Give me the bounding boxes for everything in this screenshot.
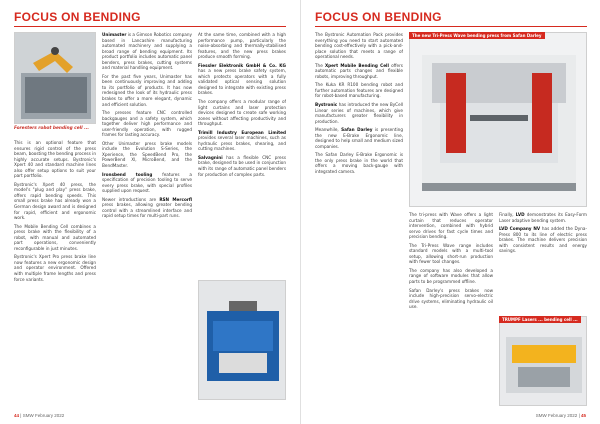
left-column-2: Unimaster is a Gimson Robotics company based in Lancashire manufacturing automated machinery and supplying a broad range of bending equipment. Its product portfolio includes automatic panel benders, press brakes, cutting systems and material handling equipment. For the past five years, Unimaster has been continuously improving and adding to its portfolio of products. It has now redesigned the look of its hydraulic press brakes to offer a more elegant, dynamic and efficient solution. The presses feature CNC controlled backgauges and a safety system, which together deliver high performance and user-friendly operation, with rugged frames for lasting accuracy. Other Unimaster press brake models include the Evolution S-Series, the Xperience, the SpeedBend Pro, the PowerBend Xl, MicroBend, and the BendMaster. Ironsbend tooling features a specification of precision tooling to serve every press brake, with special profiles supplied upon request. Newer introductions are RSN Mercorfl press brakes, allowing greater bending control with a streamlined interface and rapid setup times for multi-part runs. bbox=[102, 32, 192, 219]
left-column-3: At the same time, combined with a high performance pump, particularly the noise-absorbing and thermally-stabilised features, and the new press brakes produce smooth forming. Fiessler Elektronik GmbH & Co. KG has a new press brake safety system, which protects operators with a fully validated optical sensing solution designed to integrate with existing press brakes. The company offers a modular range of light curtains and laser protection devices designed to create safe working zones without affecting productivity and throughput. Trimill Industry European Limited provides several laser machines, such as hydraulic press brakes, shearing, and cutting machines. Salvagnini has a flexible CNC press brake, designed to be used in conjunction with its range of automatic panel benders for production of complex parts. bbox=[198, 32, 286, 177]
right-footer: SMW February 2022 | 45 bbox=[535, 413, 586, 418]
lvd-bending-photo bbox=[499, 316, 587, 406]
right-section-title: FOCUS ON BENDING bbox=[315, 10, 442, 24]
right-page bbox=[300, 0, 600, 424]
robot-bending-photo bbox=[14, 32, 96, 124]
left-header-rule bbox=[14, 26, 286, 27]
right-column-2: The tri-press with Wave offers a light curtain that reduces operator intervention, combined with hybrid servo drives for fast cycle times and precision bending. The Tri-Press Wave range includes standard models with a multi-tool setup, allowing short-run production with fewer tool changes. The company has also developed a range of software modules that allow parts to be programmed offline. Safan Darley's press brakes now include high-precision servo-electric drive systems, eliminating hydraulic oil use. bbox=[409, 212, 493, 310]
left-footer: 44 | SMW February 2022 bbox=[14, 413, 65, 418]
right-column-1: The Bystronic Automation Pack provides everything you need to start automated bending cost-effectively with a pick-and-place solution that meets a range of operational needs. The Xpert Mobile Bending Cell offers automatic parts changes and flexible robots, improving throughput. The Kuka KR R100 bending robot and further automation features are designed for robot-based manufacturing. Bystronic has introduced the new ByCell Linear series of machines, which give manufacturers greater flexibility in production. Meanwhile, Safan Darley is presenting the new E-Brake Ergonomic line, designed to help small and medium sized companies. The Safan Darley E-Brake Ergonomic is the only press brake in the world that offers a moving back-gauge with integrated camera. bbox=[315, 32, 403, 175]
trimill-press-illustration bbox=[199, 281, 286, 400]
right-header-rule bbox=[315, 26, 587, 27]
left-page-number: 44 bbox=[14, 413, 20, 418]
left-column-1: This is an optional feature that ensures rigid control of the press beam, boosting the bending process in highly accurate setups. Bystronic's Xpert 40 and standard machine lines also offer setup options to suit your part portfolio. Bystronic's Xpert 40 press, the model's "plug and play" press brake, offers rapid bending speeds. This small press brake has already won a German design award and is designed for rapid, efficient and ergonomic work. The Mobile Bending Cell combines a press brake with the flexibility of a robot, with manual and automated part operations, conveniently reconfigurable in just minutes. Bystronic's Xpert Pro press brake line now features a new ergonomic design and operator environment. Offered with multiple frame lengths and press force variants. bbox=[14, 140, 96, 282]
left-photo-caption: Foresters robot bending cell ... bbox=[14, 126, 89, 131]
left-issue: SMW February 2022 bbox=[22, 413, 65, 418]
tri-press-illustration bbox=[410, 33, 587, 207]
lvd-bending-illustration bbox=[500, 317, 587, 406]
right-issue: SMW February 2022 bbox=[535, 413, 578, 418]
left-section-title: FOCUS ON BENDING bbox=[14, 10, 141, 24]
trimill-press-photo bbox=[198, 280, 286, 400]
right-column-3: Finally, LVD demonstrates its Easy-Form Laser adaptive bending system. LVD Company NV has added the Dyna-Press 800 to its line of electric press brakes. The machine delivers precision with consistent results and energy savings. bbox=[499, 212, 587, 254]
tri-press-wave-photo bbox=[409, 32, 587, 207]
robot-bending-illustration bbox=[15, 33, 96, 124]
right-page-number: 45 bbox=[580, 413, 586, 418]
lvd-caption: TRUMPF Lasers ... bending cell ... bbox=[499, 316, 581, 323]
tri-press-caption: The new Tri-Press Wave bending press from Safan Darley bbox=[409, 32, 545, 39]
